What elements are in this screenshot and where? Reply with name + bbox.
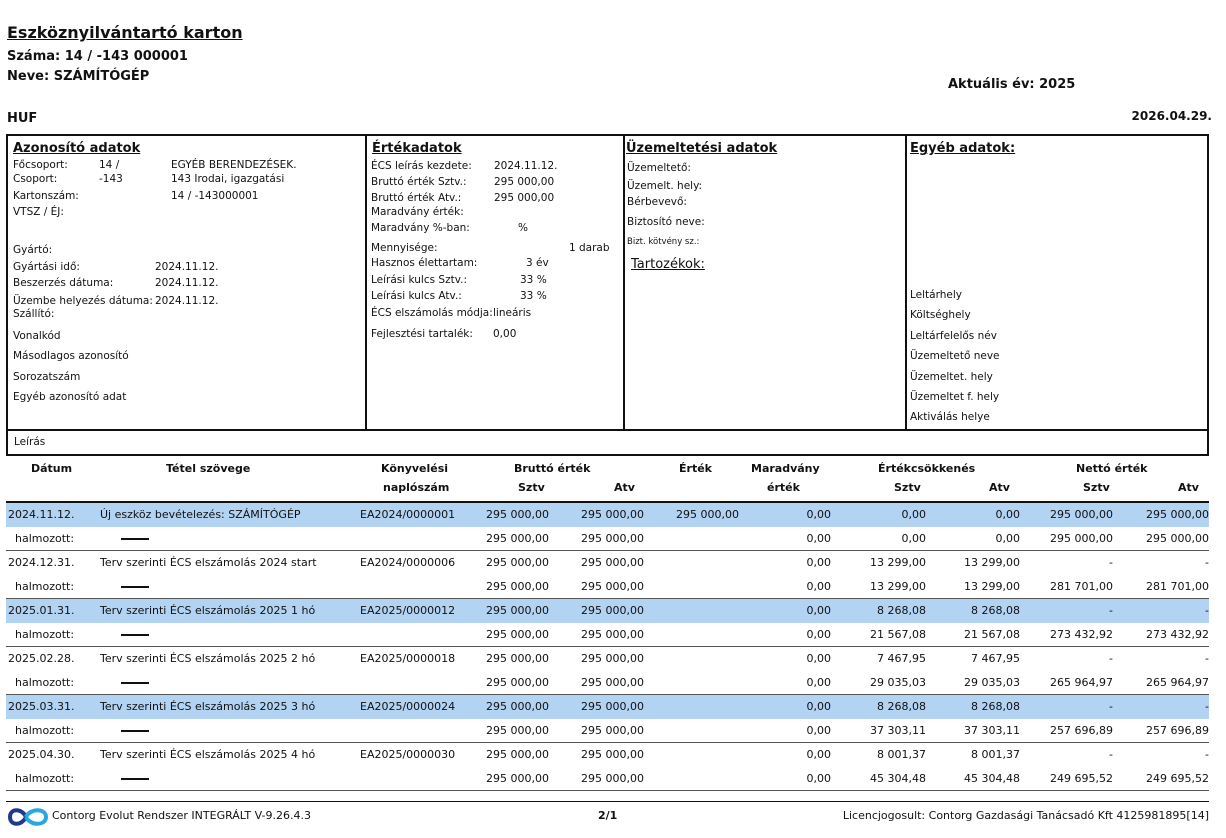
useful-life-value: 3 év <box>526 257 549 269</box>
row-journal-number: EA2025/0000024 <box>360 700 456 713</box>
col-header-date: Dátum <box>31 462 73 475</box>
manufacture-date-value: 2024.11.12. <box>155 261 219 273</box>
row-date: 2025.03.31. <box>8 700 75 713</box>
row-net-atv: - <box>1205 700 1209 713</box>
row-gross-atv: 295 000,00 <box>581 652 644 665</box>
purchase-date-label: Beszerzés dátuma: <box>13 277 114 289</box>
vtsz-label: VTSZ / ÉJ: <box>13 206 64 218</box>
cumulative-label: halmozott: <box>15 772 75 785</box>
rate-sztv-label: Leírási kulcs Sztv.: <box>371 274 467 286</box>
row-gross-sztv: 295 000,00 <box>486 772 549 785</box>
row-item-text: Terv szerinti ÉCS elszámolás 2025 2 hó <box>100 652 316 665</box>
table-row <box>6 647 1209 671</box>
cumulative-label: halmozott: <box>15 580 75 593</box>
col-header-depreciation-sztv: Sztv <box>894 481 921 494</box>
asset-name: Neve: SZÁMÍTÓGÉP <box>7 69 150 84</box>
row-residual: 0,00 <box>806 580 831 593</box>
secondary-id-label: Másodlagos azonosító <box>13 350 129 362</box>
row-net-atv: - <box>1205 556 1209 569</box>
row-gross-sztv: 295 000,00 <box>486 628 549 641</box>
row-residual: 0,00 <box>806 700 831 713</box>
manufacture-date-label: Gyártási idő: <box>13 261 80 273</box>
row-depreciation-atv: 13 299,00 <box>964 580 1020 593</box>
row-net-sztv: 257 696,89 <box>1050 724 1113 737</box>
row-gross-sztv: 295 000,00 <box>486 676 549 689</box>
col-header-gross: Bruttó érték <box>514 462 591 475</box>
other-id-label: Egyéb azonosító adat <box>13 391 127 403</box>
activation-location-label: Aktiválás helye <box>910 411 990 423</box>
table-row <box>6 743 1209 767</box>
col-header-residual-1: Maradvány <box>751 462 820 475</box>
row-gross-sztv: 295 000,00 <box>486 700 549 713</box>
cumulative-label: halmozott: <box>15 532 75 545</box>
other-section-title: Egyéb adatok: <box>910 141 1016 156</box>
manufacturer-label: Gyártó: <box>13 244 53 256</box>
lessee-label: Bérbevevő: <box>627 196 687 208</box>
row-depreciation-sztv: 8 268,08 <box>877 604 926 617</box>
row-net-atv: 265 964,97 <box>1146 676 1209 689</box>
cumulative-row <box>6 623 1209 647</box>
barcode-label: Vonalkód <box>13 330 61 342</box>
row-item-text: Új eszköz bevételezés: SZÁMÍTÓGÉP <box>100 508 301 521</box>
row-depreciation-sztv: 7 467,95 <box>877 652 926 665</box>
row-net-sztv: 273 432,92 <box>1050 628 1113 641</box>
cumulative-row <box>6 527 1209 551</box>
row-gross-atv: 295 000,00 <box>581 700 644 713</box>
development-reserve-value: 0,00 <box>493 328 517 340</box>
serial-number-label: Sorozatszám <box>13 371 81 383</box>
col-header-journal-1: Könyvelési <box>381 462 449 475</box>
value-section <box>365 136 623 429</box>
accessories-title: Tartozékok: <box>631 257 705 272</box>
dash-mark <box>121 682 149 684</box>
col-header-net-atv: Atv <box>1178 481 1199 494</box>
operation-place-label: Üzemelt. hely: <box>627 180 703 192</box>
license-info: Licencjogosult: Contorg Gazdasági Tanácsadó Kft 4125981895[14] <box>842 809 1209 822</box>
row-gross-sztv: 295 000,00 <box>486 556 549 569</box>
cumulative-row <box>6 575 1209 599</box>
row-net-atv: 295 000,00 <box>1146 508 1209 521</box>
row-gross-atv: 295 000,00 <box>581 724 644 737</box>
row-journal-number: EA2024/0000001 <box>360 508 456 521</box>
row-residual: 0,00 <box>806 724 831 737</box>
row-net-atv: 281 701,00 <box>1146 580 1209 593</box>
row-gross-atv: 295 000,00 <box>581 628 644 641</box>
row-residual: 0,00 <box>806 604 831 617</box>
row-net-sztv: - <box>1109 652 1113 665</box>
purchase-date-value: 2024.11.12. <box>155 277 219 289</box>
row-gross-atv: 295 000,00 <box>581 676 644 689</box>
row-gross-atv: 295 000,00 <box>581 532 644 545</box>
row-net-sztv: - <box>1109 748 1113 761</box>
row-depreciation-sztv: 21 567,08 <box>870 628 926 641</box>
asset-number: Száma: 14 / -143 000001 <box>7 49 188 64</box>
cumulative-label: halmozott: <box>15 628 75 641</box>
operation-section-title: Üzemeltetési adatok <box>626 141 778 156</box>
row-date: 2025.02.28. <box>8 652 75 665</box>
identifier-section-title: Azonosító adatok <box>13 141 141 156</box>
operation-location-label: Üzemeltet. hely <box>910 371 993 383</box>
main-group-name: EGYÉB BERENDEZÉSEK. <box>171 159 297 171</box>
quantity-value: 1 darab <box>569 242 610 254</box>
row-depreciation-sztv: 13 299,00 <box>870 580 926 593</box>
row-net-sztv: 295 000,00 <box>1050 532 1113 545</box>
method-label: ÉCS elszámolás módja: <box>371 307 493 319</box>
useful-life-label: Hasznos élettartam: <box>371 257 478 269</box>
cumulative-row <box>6 767 1209 791</box>
row-item-text: Terv szerinti ÉCS elszámolás 2025 1 hó <box>100 604 316 617</box>
row-residual: 0,00 <box>806 628 831 641</box>
row-depreciation-sztv: 8 268,08 <box>877 700 926 713</box>
row-item-text: Terv szerinti ÉCS elszámolás 2024 start <box>100 556 317 569</box>
row-net-sztv: 295 000,00 <box>1050 508 1113 521</box>
row-depreciation-atv: 13 299,00 <box>964 556 1020 569</box>
row-residual: 0,00 <box>806 652 831 665</box>
row-journal-number: EA2025/0000030 <box>360 748 456 761</box>
residual-pct-label: Maradvány %-ban: <box>371 222 470 234</box>
page-title: Eszköznyilvántartó karton <box>7 23 243 42</box>
table-row <box>6 503 1209 527</box>
row-residual: 0,00 <box>806 508 831 521</box>
group-name: 143 Irodai, igazgatási <box>171 173 285 185</box>
row-net-sztv: - <box>1109 604 1113 617</box>
rate-atv-value: 33 % <box>520 290 547 302</box>
row-net-atv: - <box>1205 652 1209 665</box>
operator-name-label: Üzemeltető neve <box>910 350 1000 362</box>
cumulative-row <box>6 671 1209 695</box>
col-header-gross-sztv: Sztv <box>518 481 545 494</box>
description-label: Leírás <box>14 436 46 448</box>
row-date: 2024.11.12. <box>8 508 75 521</box>
row-depreciation-atv: 0,00 <box>995 532 1020 545</box>
cumulative-label: halmozott: <box>15 676 75 689</box>
row-depreciation-sztv: 45 304,48 <box>870 772 926 785</box>
group-code: -143 <box>99 173 123 185</box>
inventory-responsible-label: Leltárfelelős név <box>910 330 997 342</box>
contorg-logo-icon <box>8 804 50 830</box>
policy-number-label: Bizt. kötvény sz.: <box>627 237 700 247</box>
row-date: 2024.12.31. <box>8 556 75 569</box>
row-net-sztv: - <box>1109 700 1113 713</box>
row-gross-sztv: 295 000,00 <box>486 748 549 761</box>
row-depreciation-sztv: 0,00 <box>901 532 926 545</box>
table-row <box>6 695 1209 719</box>
residual-value-label: Maradvány érték: <box>371 206 464 218</box>
row-net-sztv: 265 964,97 <box>1050 676 1113 689</box>
row-depreciation-sztv: 0,00 <box>901 508 926 521</box>
row-net-atv: - <box>1205 604 1209 617</box>
row-depreciation-atv: 45 304,48 <box>964 772 1020 785</box>
col-header-depreciation-atv: Atv <box>989 481 1010 494</box>
row-depreciation-sztv: 8 001,37 <box>877 748 926 761</box>
row-journal-number: EA2025/0000012 <box>360 604 456 617</box>
main-group-code: 14 / <box>99 159 120 171</box>
row-gross-sztv: 295 000,00 <box>486 532 549 545</box>
commissioning-date-value: 2024.11.12. <box>155 295 219 307</box>
row-depreciation-atv: 37 303,11 <box>964 724 1020 737</box>
identifier-section <box>8 136 365 429</box>
asset-info-box <box>6 134 1209 431</box>
row-item-text: Terv szerinti ÉCS elszámolás 2025 4 hó <box>100 748 316 761</box>
row-depreciation-atv: 29 035,03 <box>964 676 1020 689</box>
row-residual: 0,00 <box>806 532 831 545</box>
quantity-label: Mennyisége: <box>371 242 438 254</box>
row-gross-sztv: 295 000,00 <box>486 508 549 521</box>
col-header-item-text: Tétel szövege <box>166 462 251 475</box>
development-reserve-label: Fejlesztési tartalék: <box>371 328 473 340</box>
dash-mark <box>121 538 149 540</box>
row-item-text: Terv szerinti ÉCS elszámolás 2025 3 hó <box>100 700 316 713</box>
cost-center-label: Költséghely <box>910 309 971 321</box>
operator-label: Üzemeltető: <box>627 162 691 174</box>
group-label: Csoport: <box>13 173 58 185</box>
row-depreciation-sztv: 13 299,00 <box>870 556 926 569</box>
currency: HUF <box>7 111 38 126</box>
row-depreciation-atv: 21 567,08 <box>964 628 1020 641</box>
row-gross-atv: 295 000,00 <box>581 772 644 785</box>
description-box <box>6 429 1209 456</box>
row-net-sztv: - <box>1109 556 1113 569</box>
row-gross-atv: 295 000,00 <box>581 508 644 521</box>
row-depreciation-atv: 8 268,08 <box>971 604 1020 617</box>
operation-section <box>623 136 905 429</box>
gross-sztv-label: Bruttó érték Sztv.: <box>371 176 467 188</box>
row-net-atv: 257 696,89 <box>1146 724 1209 737</box>
table-row <box>6 599 1209 623</box>
row-residual: 0,00 <box>806 772 831 785</box>
col-header-net: Nettó érték <box>1076 462 1148 475</box>
dash-mark <box>121 634 149 636</box>
rate-sztv-value: 33 % <box>520 274 547 286</box>
card-number-label: Kartonszám: <box>13 190 79 202</box>
print-date: 2026.04.29. <box>1131 109 1212 123</box>
row-gross-sztv: 295 000,00 <box>486 604 549 617</box>
current-year: Aktuális év: 2025 <box>948 77 1076 92</box>
row-depreciation-sztv: 29 035,03 <box>870 676 926 689</box>
row-net-sztv: 281 701,00 <box>1050 580 1113 593</box>
row-net-atv: - <box>1205 748 1209 761</box>
supplier-label: Szállító: <box>13 308 55 320</box>
residual-pct-value: % <box>518 222 528 234</box>
row-gross-atv: 295 000,00 <box>581 556 644 569</box>
insurer-label: Biztosító neve: <box>627 216 705 228</box>
dash-mark <box>121 778 149 780</box>
row-net-atv: 273 432,92 <box>1146 628 1209 641</box>
row-gross-atv: 295 000,00 <box>581 580 644 593</box>
col-header-depreciation: Értékcsökkenés <box>878 462 976 475</box>
col-header-residual-2: érték <box>767 481 800 494</box>
row-residual: 0,00 <box>806 556 831 569</box>
method-value: lineáris <box>493 307 532 319</box>
dash-mark <box>121 730 149 732</box>
value-section-title: Értékadatok <box>372 141 462 156</box>
depreciation-start-value: 2024.11.12. <box>494 160 558 172</box>
row-date: 2025.04.30. <box>8 748 75 761</box>
other-section <box>905 136 1207 429</box>
row-gross-sztv: 295 000,00 <box>486 724 549 737</box>
cumulative-label: halmozott: <box>15 724 75 737</box>
row-residual: 0,00 <box>806 748 831 761</box>
system-name: Contorg Evolut Rendszer INTEGRÁLT V-9.26.4.3 <box>52 809 311 822</box>
gross-sztv-value: 295 000,00 <box>494 176 555 188</box>
row-journal-number: EA2024/0000006 <box>360 556 456 569</box>
row-depreciation-atv: 8 268,08 <box>971 700 1020 713</box>
gross-atv-label: Bruttó érték Atv.: <box>371 192 462 204</box>
cumulative-row <box>6 719 1209 743</box>
row-gross-atv: 295 000,00 <box>581 748 644 761</box>
commissioning-date-label: Üzembe helyezés dátuma: <box>13 295 153 307</box>
row-net-atv: 295 000,00 <box>1146 532 1209 545</box>
col-header-net-sztv: Sztv <box>1083 481 1110 494</box>
row-gross-atv: 295 000,00 <box>581 604 644 617</box>
col-header-gross-atv: Atv <box>614 481 635 494</box>
row-journal-number: EA2025/0000018 <box>360 652 456 665</box>
dash-mark <box>121 586 149 588</box>
row-depreciation-sztv: 37 303,11 <box>870 724 926 737</box>
row-date: 2025.01.31. <box>8 604 75 617</box>
card-number-value: 14 / -143000001 <box>171 190 259 202</box>
row-net-atv: 249 695,52 <box>1146 772 1209 785</box>
row-depreciation-atv: 0,00 <box>995 508 1020 521</box>
footer-rule <box>6 801 1209 802</box>
main-group-label: Főcsoport: <box>13 159 68 171</box>
operation-sublocation-label: Üzemeltet f. hely <box>910 391 1000 403</box>
row-depreciation-atv: 7 467,95 <box>971 652 1020 665</box>
depreciation-start-label: ÉCS leírás kezdete: <box>371 160 472 172</box>
table-row <box>6 551 1209 575</box>
row-gross-sztv: 295 000,00 <box>486 580 549 593</box>
row-depreciation-atv: 8 001,37 <box>971 748 1020 761</box>
row-net-sztv: 249 695,52 <box>1050 772 1113 785</box>
inventory-location-label: Leltárhely <box>910 289 962 301</box>
row-value: 295 000,00 <box>676 508 739 521</box>
col-header-journal-2: naplószám <box>383 481 450 494</box>
gross-atv-value: 295 000,00 <box>494 192 555 204</box>
row-gross-sztv: 295 000,00 <box>486 652 549 665</box>
rate-atv-label: Leírási kulcs Atv.: <box>371 290 462 302</box>
col-header-value: Érték <box>679 462 712 475</box>
row-residual: 0,00 <box>806 676 831 689</box>
page-number: 2/1 <box>598 809 618 822</box>
